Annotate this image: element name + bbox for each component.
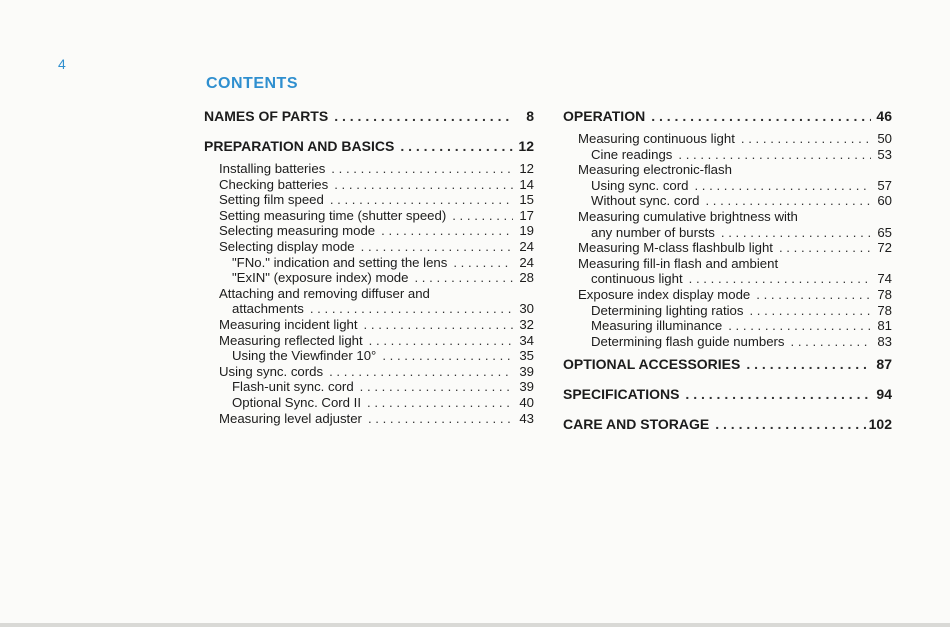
toc-entry-title: Measuring reflected light	[219, 332, 363, 348]
toc-entry-title: Installing batteries	[219, 161, 326, 176]
toc-entry-page: 17	[519, 207, 534, 223]
dot-leader	[746, 356, 871, 373]
toc-entry-page: 32	[519, 316, 534, 332]
toc-entry-using-sync-cords	[204, 364, 534, 380]
dot-leader	[694, 178, 871, 194]
toc-entry-page: 24	[519, 254, 534, 270]
toc-entry-page: 43	[519, 410, 534, 426]
toc-entry-title: Measuring fill-in flash and ambient	[578, 255, 779, 271]
toc-entry-title: Flash-unit sync. cord	[232, 379, 354, 395]
toc-entry-title: Measuring electronic-flash	[578, 162, 732, 178]
dot-leader	[330, 192, 513, 208]
toc-entry-flash-unit-sync-cord	[204, 379, 534, 395]
toc-entry-names-of-parts	[204, 108, 534, 125]
toc-left-column	[204, 108, 534, 426]
dot-leader	[360, 379, 513, 395]
toc-entry-page: 74	[877, 271, 892, 287]
toc-entry-any-number-of-bursts	[563, 225, 892, 241]
toc-entry-determining-lighting-ratios	[563, 303, 892, 319]
toc-entry-checking-batteries	[204, 177, 534, 193]
toc-entry-operation	[563, 108, 892, 125]
toc-entry-page: 39	[519, 363, 534, 379]
dot-leader	[689, 271, 871, 287]
toc-entry-page: 14	[519, 176, 534, 192]
dot-leader	[331, 161, 513, 177]
toc-entry-title: OPERATION	[563, 108, 646, 124]
toc-entry-title: Optional Sync. Cord II	[232, 394, 362, 410]
dot-leader	[361, 239, 513, 255]
toc-entry-page: 28	[519, 270, 534, 286]
toc-entry-title: "ExIN" (exposure index) mode	[232, 270, 409, 286]
toc-entry-title: "FNo." indication and setting the lens	[232, 254, 448, 270]
dot-leader	[329, 364, 513, 380]
page-bottom-edge	[0, 623, 950, 627]
toc-entry-optional-accessories	[563, 356, 892, 373]
toc-entry-title: NAMES OF PARTS	[204, 108, 329, 124]
toc-spacer	[563, 409, 892, 416]
toc-entry-page: 57	[877, 177, 892, 193]
dot-leader	[779, 240, 871, 256]
toc-entry-title: Attaching and removing diffuser and	[219, 285, 430, 301]
toc-entry-title: Determining lighting ratios	[591, 302, 744, 318]
page-number: 4	[58, 56, 66, 72]
toc-entry-title: Using sync. cords	[219, 363, 324, 379]
toc-spacer	[563, 379, 892, 386]
dot-leader	[310, 301, 513, 317]
toc-entry-title: Setting measuring time (shutter speed)	[219, 207, 447, 223]
toc-entry-title: SPECIFICATIONS	[563, 386, 680, 403]
toc-entry-measuring-fill-in-flash-and-ambient	[563, 256, 892, 272]
toc-entry-title: Measuring cumulative brightness with	[578, 208, 798, 224]
toc-entry-title: continuous light	[591, 271, 683, 287]
toc-entry-measuring-incident-light	[204, 317, 534, 333]
toc-entry-page: 72	[877, 240, 892, 256]
dot-leader	[334, 177, 513, 193]
toc-entry-using-the-viewfinder-10	[204, 348, 534, 364]
dot-leader	[651, 108, 871, 125]
toc-entry-title: any number of bursts	[591, 224, 715, 240]
toc-entry-title: Cine readings	[591, 146, 673, 162]
toc-entry-measuring-continuous-light	[563, 131, 892, 147]
toc-entry-measuring-m-class-flashbulb-light	[563, 240, 892, 256]
toc-entry-page: 83	[877, 333, 892, 349]
dot-leader	[368, 411, 513, 427]
toc-entry-optional-sync-cord-ii	[204, 395, 534, 411]
toc-entry-attachments	[204, 301, 534, 317]
dot-leader	[369, 333, 513, 349]
dot-leader	[414, 270, 513, 286]
toc-entry-title: Measuring incident light	[219, 316, 358, 332]
toc-entry-title: CARE AND STORAGE	[563, 416, 710, 433]
toc-entry-page: 12	[518, 138, 534, 154]
toc-entry-title: Measuring M-class flashbulb light	[578, 240, 773, 256]
dot-leader	[728, 318, 871, 334]
dot-leader	[721, 225, 871, 241]
toc-entry-measuring-electronic-flash	[563, 162, 892, 178]
dot-leader	[756, 287, 871, 303]
toc-entry-care-and-storage	[563, 416, 892, 433]
toc-entry-title: Checking batteries	[219, 176, 329, 192]
toc-entry-page: 87	[876, 356, 892, 373]
toc-entry-title: Selecting measuring mode	[219, 223, 376, 239]
toc-entry-title: Without sync. cord	[591, 193, 700, 209]
toc-entry-page: 35	[519, 348, 534, 364]
dot-leader	[382, 348, 513, 364]
dot-leader	[715, 416, 865, 433]
toc-entry-setting-measuring-time-shutter-speed	[204, 208, 534, 224]
toc-entry-page: 24	[519, 238, 534, 254]
toc-entry-title: PREPARATION AND BASICS	[204, 138, 395, 154]
toc-entry-title: attachments	[232, 301, 304, 317]
toc-spacer	[563, 349, 892, 356]
toc-entry-selecting-display-mode	[204, 239, 534, 255]
dot-leader	[685, 386, 871, 403]
toc-entry-measuring-level-adjuster	[204, 411, 534, 427]
dot-leader	[367, 395, 513, 411]
dot-leader	[453, 255, 513, 271]
toc-spacer	[563, 433, 892, 439]
dot-leader	[749, 303, 871, 319]
toc-entry-page: 39	[519, 379, 534, 395]
toc-entry-page: 46	[876, 108, 892, 124]
toc-entry-title: Exposure index display mode	[578, 286, 751, 302]
toc-entry-exin-exposure-index-mode	[204, 270, 534, 286]
toc-entry-title: Setting film speed	[219, 192, 324, 208]
toc-entry-title: Using the Viewfinder 10°	[232, 348, 377, 364]
toc-entry-title: Measuring continuous light	[578, 131, 735, 146]
toc-entry-page: 8	[526, 108, 534, 124]
toc-entry-page: 94	[876, 386, 892, 403]
toc-entry-page: 53	[877, 146, 892, 162]
toc-entry-page: 81	[877, 318, 892, 334]
dot-leader	[381, 223, 513, 239]
toc-entry-title: Determining flash guide numbers	[591, 333, 785, 349]
toc-entry-preparation-and-basics	[204, 138, 534, 155]
dot-leader	[364, 317, 513, 333]
toc-entry-cine-readings	[563, 147, 892, 163]
toc-entry-title: Measuring level adjuster	[219, 410, 362, 426]
toc-right-column	[563, 108, 892, 439]
toc-entry-title: OPTIONAL ACCESSORIES	[563, 356, 741, 373]
contents-title: CONTENTS	[206, 75, 298, 92]
toc-entry-measuring-cumulative-brightness-with	[563, 209, 892, 225]
dot-leader	[678, 147, 871, 163]
toc-entry-page: 12	[519, 161, 534, 176]
dot-leader	[791, 334, 871, 350]
toc-entry-determining-flash-guide-numbers	[563, 334, 892, 350]
toc-entry-page: 19	[519, 223, 534, 239]
toc-entry-measuring-illuminance	[563, 318, 892, 334]
toc-entry-selecting-measuring-mode	[204, 223, 534, 239]
toc-entry-page: 50	[877, 131, 892, 146]
toc-entry-continuous-light	[563, 271, 892, 287]
toc-entry-page: 78	[877, 286, 892, 302]
toc-entry-using-sync-cord	[563, 178, 892, 194]
toc-entry-fno-indication-and-setting-the-lens	[204, 255, 534, 271]
dot-leader	[705, 193, 871, 209]
toc-entry-page: 65	[877, 224, 892, 240]
toc-entry-measuring-reflected-light	[204, 333, 534, 349]
dot-leader	[400, 138, 513, 155]
toc-entry-page: 15	[519, 192, 534, 208]
toc-entry-setting-film-speed	[204, 192, 534, 208]
toc-entry-installing-batteries	[204, 161, 534, 177]
toc-entry-without-sync-cord	[563, 193, 892, 209]
toc-entry-page: 34	[519, 332, 534, 348]
toc-entry-exposure-index-display-mode	[563, 287, 892, 303]
toc-entry-title: Measuring illuminance	[591, 318, 723, 334]
toc-spacer	[204, 131, 534, 138]
dot-leader	[334, 108, 513, 125]
toc-entry-page: 60	[877, 193, 892, 209]
toc-entry-page: 102	[868, 416, 892, 433]
dot-leader	[741, 131, 871, 147]
toc-entry-title: Selecting display mode	[219, 238, 355, 254]
toc-entry-specifications	[563, 386, 892, 403]
toc-entry-attaching-and-removing-diffuser-and	[204, 286, 534, 302]
toc-entry-page: 40	[519, 394, 534, 410]
toc-entry-title: Using sync. cord	[591, 177, 689, 193]
toc-entry-page: 30	[519, 301, 534, 317]
toc-entry-page: 78	[877, 302, 892, 318]
dot-leader	[452, 208, 513, 224]
